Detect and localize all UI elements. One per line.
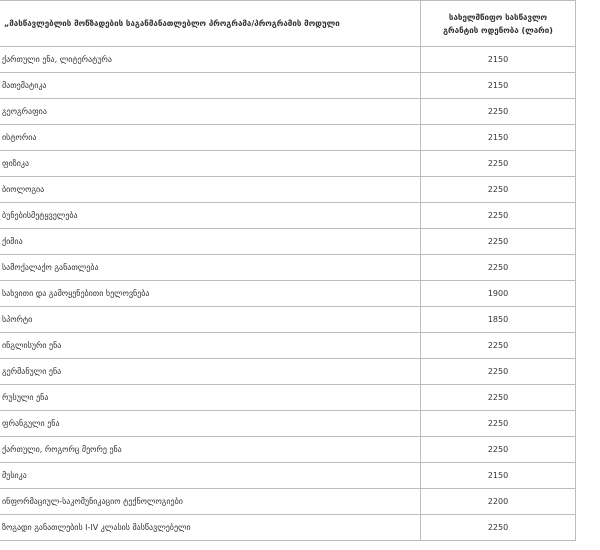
table-row xyxy=(0,255,576,281)
subject-column-header: „მასწავლებლის მოწზადების საგანმანათლებლო პროგრამა/პროგრამის მოდული xyxy=(0,1,421,47)
table-row xyxy=(0,385,576,411)
amount-cell: 2250 xyxy=(421,333,576,359)
subject-cell: ინფორმაციულ-საკომუნიკაციო ტექნოლოგიები xyxy=(0,489,421,515)
amount-cell: 2250 xyxy=(421,411,576,437)
subject-cell: ბუნებისმეტყველება xyxy=(0,203,421,229)
subject-cell: ზოგადი განათლების I-IV კლასის მასწავლებელი xyxy=(0,515,421,541)
subject-cell: რუსული ენა xyxy=(0,385,421,411)
table-row xyxy=(0,515,576,541)
table-row xyxy=(0,73,576,99)
table-row xyxy=(0,307,576,333)
amount-cell: 2150 xyxy=(421,47,576,73)
subject-cell: ფრანგული ენა xyxy=(0,411,421,437)
amount-cell: 2150 xyxy=(421,73,576,99)
subject-cell: სპორტი xyxy=(0,307,421,333)
subject-cell: ქიმია xyxy=(0,229,421,255)
amount-column-header: სახელმწიფო სასწავლო გრანტის ოდენობა (ლარი) xyxy=(421,1,576,47)
table-row xyxy=(0,463,576,489)
subject-cell: ისტორია xyxy=(0,125,421,151)
subject-cell: მათემატიკა xyxy=(0,73,421,99)
table-row xyxy=(0,437,576,463)
subject-cell: ქართული ენა, ლიტერატურა xyxy=(0,47,421,73)
amount-cell: 2250 xyxy=(421,515,576,541)
table-row xyxy=(0,333,576,359)
amount-cell: 2250 xyxy=(421,255,576,281)
amount-cell: 2150 xyxy=(421,125,576,151)
amount-cell: 2250 xyxy=(421,177,576,203)
amount-cell: 2200 xyxy=(421,489,576,515)
amount-cell: 2250 xyxy=(421,385,576,411)
table-row xyxy=(0,99,576,125)
table-row xyxy=(0,47,576,73)
subject-cell: სამოქალაქო განათლება xyxy=(0,255,421,281)
subject-cell: მუსიკა xyxy=(0,463,421,489)
table-row xyxy=(0,359,576,385)
table-row xyxy=(0,177,576,203)
page-margin xyxy=(576,0,600,550)
table-row xyxy=(0,281,576,307)
amount-cell: 2250 xyxy=(421,229,576,255)
amount-cell: 1900 xyxy=(421,281,576,307)
amount-cell: 2250 xyxy=(421,359,576,385)
amount-cell: 2150 xyxy=(421,463,576,489)
amount-cell: 2250 xyxy=(421,99,576,125)
subject-cell: სახვითი და გამოყენებითი ხელოვნება xyxy=(0,281,421,307)
subject-cell: ფიზიკა xyxy=(0,151,421,177)
table-header-row xyxy=(0,1,576,47)
table-row xyxy=(0,125,576,151)
amount-cell: 2250 xyxy=(421,151,576,177)
subject-cell: გერმანული ენა xyxy=(0,359,421,385)
amount-cell: 1850 xyxy=(421,307,576,333)
table-row xyxy=(0,411,576,437)
table-row xyxy=(0,489,576,515)
table-row xyxy=(0,151,576,177)
subject-cell: ბიოლოგია xyxy=(0,177,421,203)
amount-cell: 2250 xyxy=(421,437,576,463)
subject-cell: გეოგრაფია xyxy=(0,99,421,125)
subject-cell: ინგლისური ენა xyxy=(0,333,421,359)
amount-cell: 2250 xyxy=(421,203,576,229)
table-row xyxy=(0,229,576,255)
subject-cell: ქართული, როგორც მეორე ენა xyxy=(0,437,421,463)
table-row xyxy=(0,203,576,229)
